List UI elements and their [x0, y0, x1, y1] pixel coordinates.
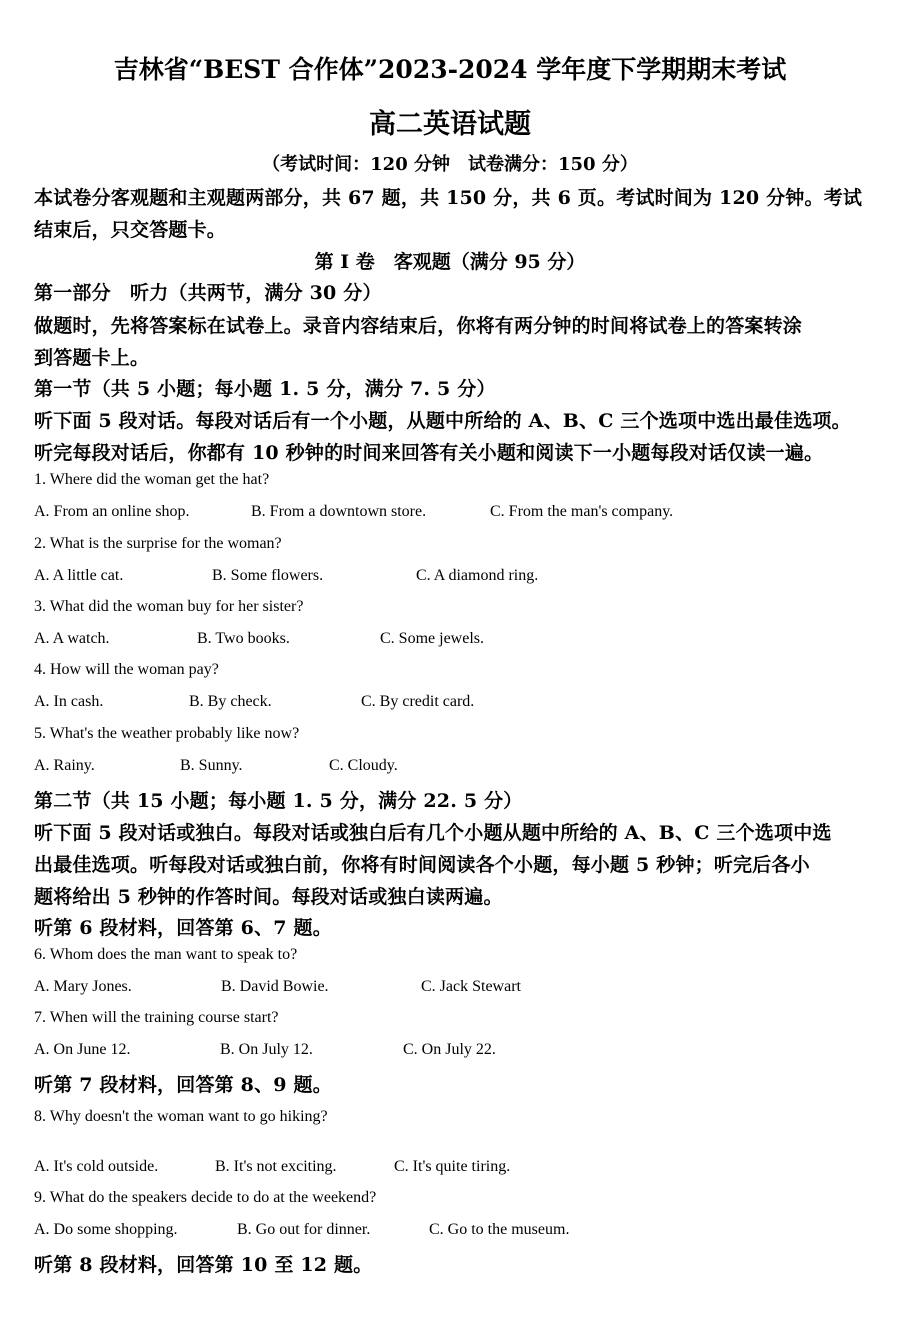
- part1-title: 第一部分 听力（共两节，满分 30 分）: [34, 282, 382, 304]
- question-6-option-b: B. David Bowie.: [221, 978, 329, 995]
- question-9-option-b: B. Go out for dinner.: [237, 1221, 371, 1238]
- section2-instruction-3: 题将给出 5 秒钟的作答时间。每段对话或独白读两遍。: [34, 886, 503, 908]
- material-6-heading: 听第 6 段材料，回答第 6、7 题。: [34, 917, 332, 939]
- question-5-option-a: A. Rainy.: [34, 757, 95, 774]
- question-3-option-b: B. Two books.: [197, 630, 290, 647]
- question-7-option-b: B. On July 12.: [220, 1041, 313, 1058]
- question-9-option-c: C. Go to the museum.: [429, 1221, 570, 1238]
- question-8-option-c: C. It's quite tiring.: [394, 1158, 511, 1175]
- section1-instruction-1: 听下面 5 段对话。每段对话后有一个小题，从题中所给的 A、B、C 三个选项中选出最佳选项。: [34, 410, 851, 432]
- question-7: 7. When will the training course start?: [34, 1009, 279, 1026]
- part1-instruction-2: 到答题卡上。: [34, 347, 150, 369]
- question-3-option-c: C. Some jewels.: [380, 630, 484, 647]
- question-8: 8. Why doesn't the woman want to go hiking?: [34, 1108, 328, 1125]
- section2-title: 第二节（共 15 小题；每小题 1. 5 分，满分 22. 5 分）: [34, 790, 523, 812]
- question-6-option-a: A. Mary Jones.: [34, 978, 132, 995]
- section2-instruction-1: 听下面 5 段对话或独白。每段对话或独白后有几个小题从题中所给的 A、B、C 三个选项中选: [34, 822, 832, 844]
- question-2-option-a: A. A little cat.: [34, 567, 124, 584]
- question-2: 2. What is the surprise for the woman?: [34, 535, 282, 552]
- question-8-option-b: B. It's not exciting.: [215, 1158, 337, 1175]
- question-4: 4. How will the woman pay?: [34, 661, 219, 678]
- question-6: 6. Whom does the man want to speak to?: [34, 946, 298, 963]
- question-6-option-c: C. Jack Stewart: [421, 978, 521, 995]
- intro-line-2: 结束后，只交答题卡。: [34, 219, 227, 241]
- question-4-option-b: B. By check.: [189, 693, 272, 710]
- question-7-option-c: C. On July 22.: [403, 1041, 496, 1058]
- question-7-option-a: A. On June 12.: [34, 1041, 131, 1058]
- question-5: 5. What's the weather probably like now?: [34, 725, 300, 742]
- intro-line-1: 本试卷分客观题和主观题两部分，共 67 题，共 150 分，共 6 页。考试时间为 120 分钟。考试: [34, 187, 863, 209]
- question-1: 1. Where did the woman get the hat?: [34, 471, 270, 488]
- material-8-heading: 听第 8 段材料，回答第 10 至 12 题。: [34, 1254, 373, 1276]
- question-3-option-a: A. A watch.: [34, 630, 110, 647]
- section1-instruction-2: 听完每段对话后，你都有 10 秒钟的时间来回答有关小题和阅读下一小题每段对话仅读一遍。: [34, 442, 824, 464]
- section2-instruction-2: 出最佳选项。听每段对话或独白前，你将有时间阅读各个小题，每小题 5 秒钟；听完后各小: [34, 854, 810, 876]
- exam-subtitle: 高二英语试题: [369, 109, 531, 140]
- question-1-option-b: B. From a downtown store.: [251, 503, 427, 520]
- question-9-option-a: A. Do some shopping.: [34, 1221, 178, 1238]
- question-4-option-a: A. In cash.: [34, 693, 104, 710]
- question-2-option-c: C. A diamond ring.: [416, 567, 539, 584]
- question-8-option-a: A. It's cold outside.: [34, 1158, 159, 1175]
- question-9: 9. What do the speakers decide to do at the weekend?: [34, 1189, 377, 1206]
- question-2-option-b: B. Some flowers.: [212, 567, 324, 584]
- question-3: 3. What did the woman buy for her sister?: [34, 598, 304, 615]
- section1-title: 第一节（共 5 小题；每小题 1. 5 分，满分 7. 5 分）: [34, 378, 496, 400]
- question-5-option-b: B. Sunny.: [180, 757, 243, 774]
- exam-title: 吉林省“BEST 合作体”2023-2024 学年度下学期期末考试: [113, 55, 787, 84]
- question-4-option-c: C. By credit card.: [361, 693, 475, 710]
- question-5-option-c: C. Cloudy.: [329, 757, 398, 774]
- question-1-option-a: A. From an online shop.: [34, 503, 190, 520]
- material-7-heading: 听第 7 段材料，回答第 8、9 题。: [34, 1074, 332, 1096]
- question-1-option-c: C. From the man's company.: [490, 503, 674, 520]
- exam-info: （考试时间：120 分钟 试卷满分：150 分）: [262, 154, 638, 175]
- volume-title: 第 I 卷 客观题（满分 95 分）: [314, 251, 586, 273]
- part1-instruction-1: 做题时，先将答案标在试卷上。录音内容结束后，你将有两分钟的时间将试卷上的答案转涂: [34, 315, 803, 337]
